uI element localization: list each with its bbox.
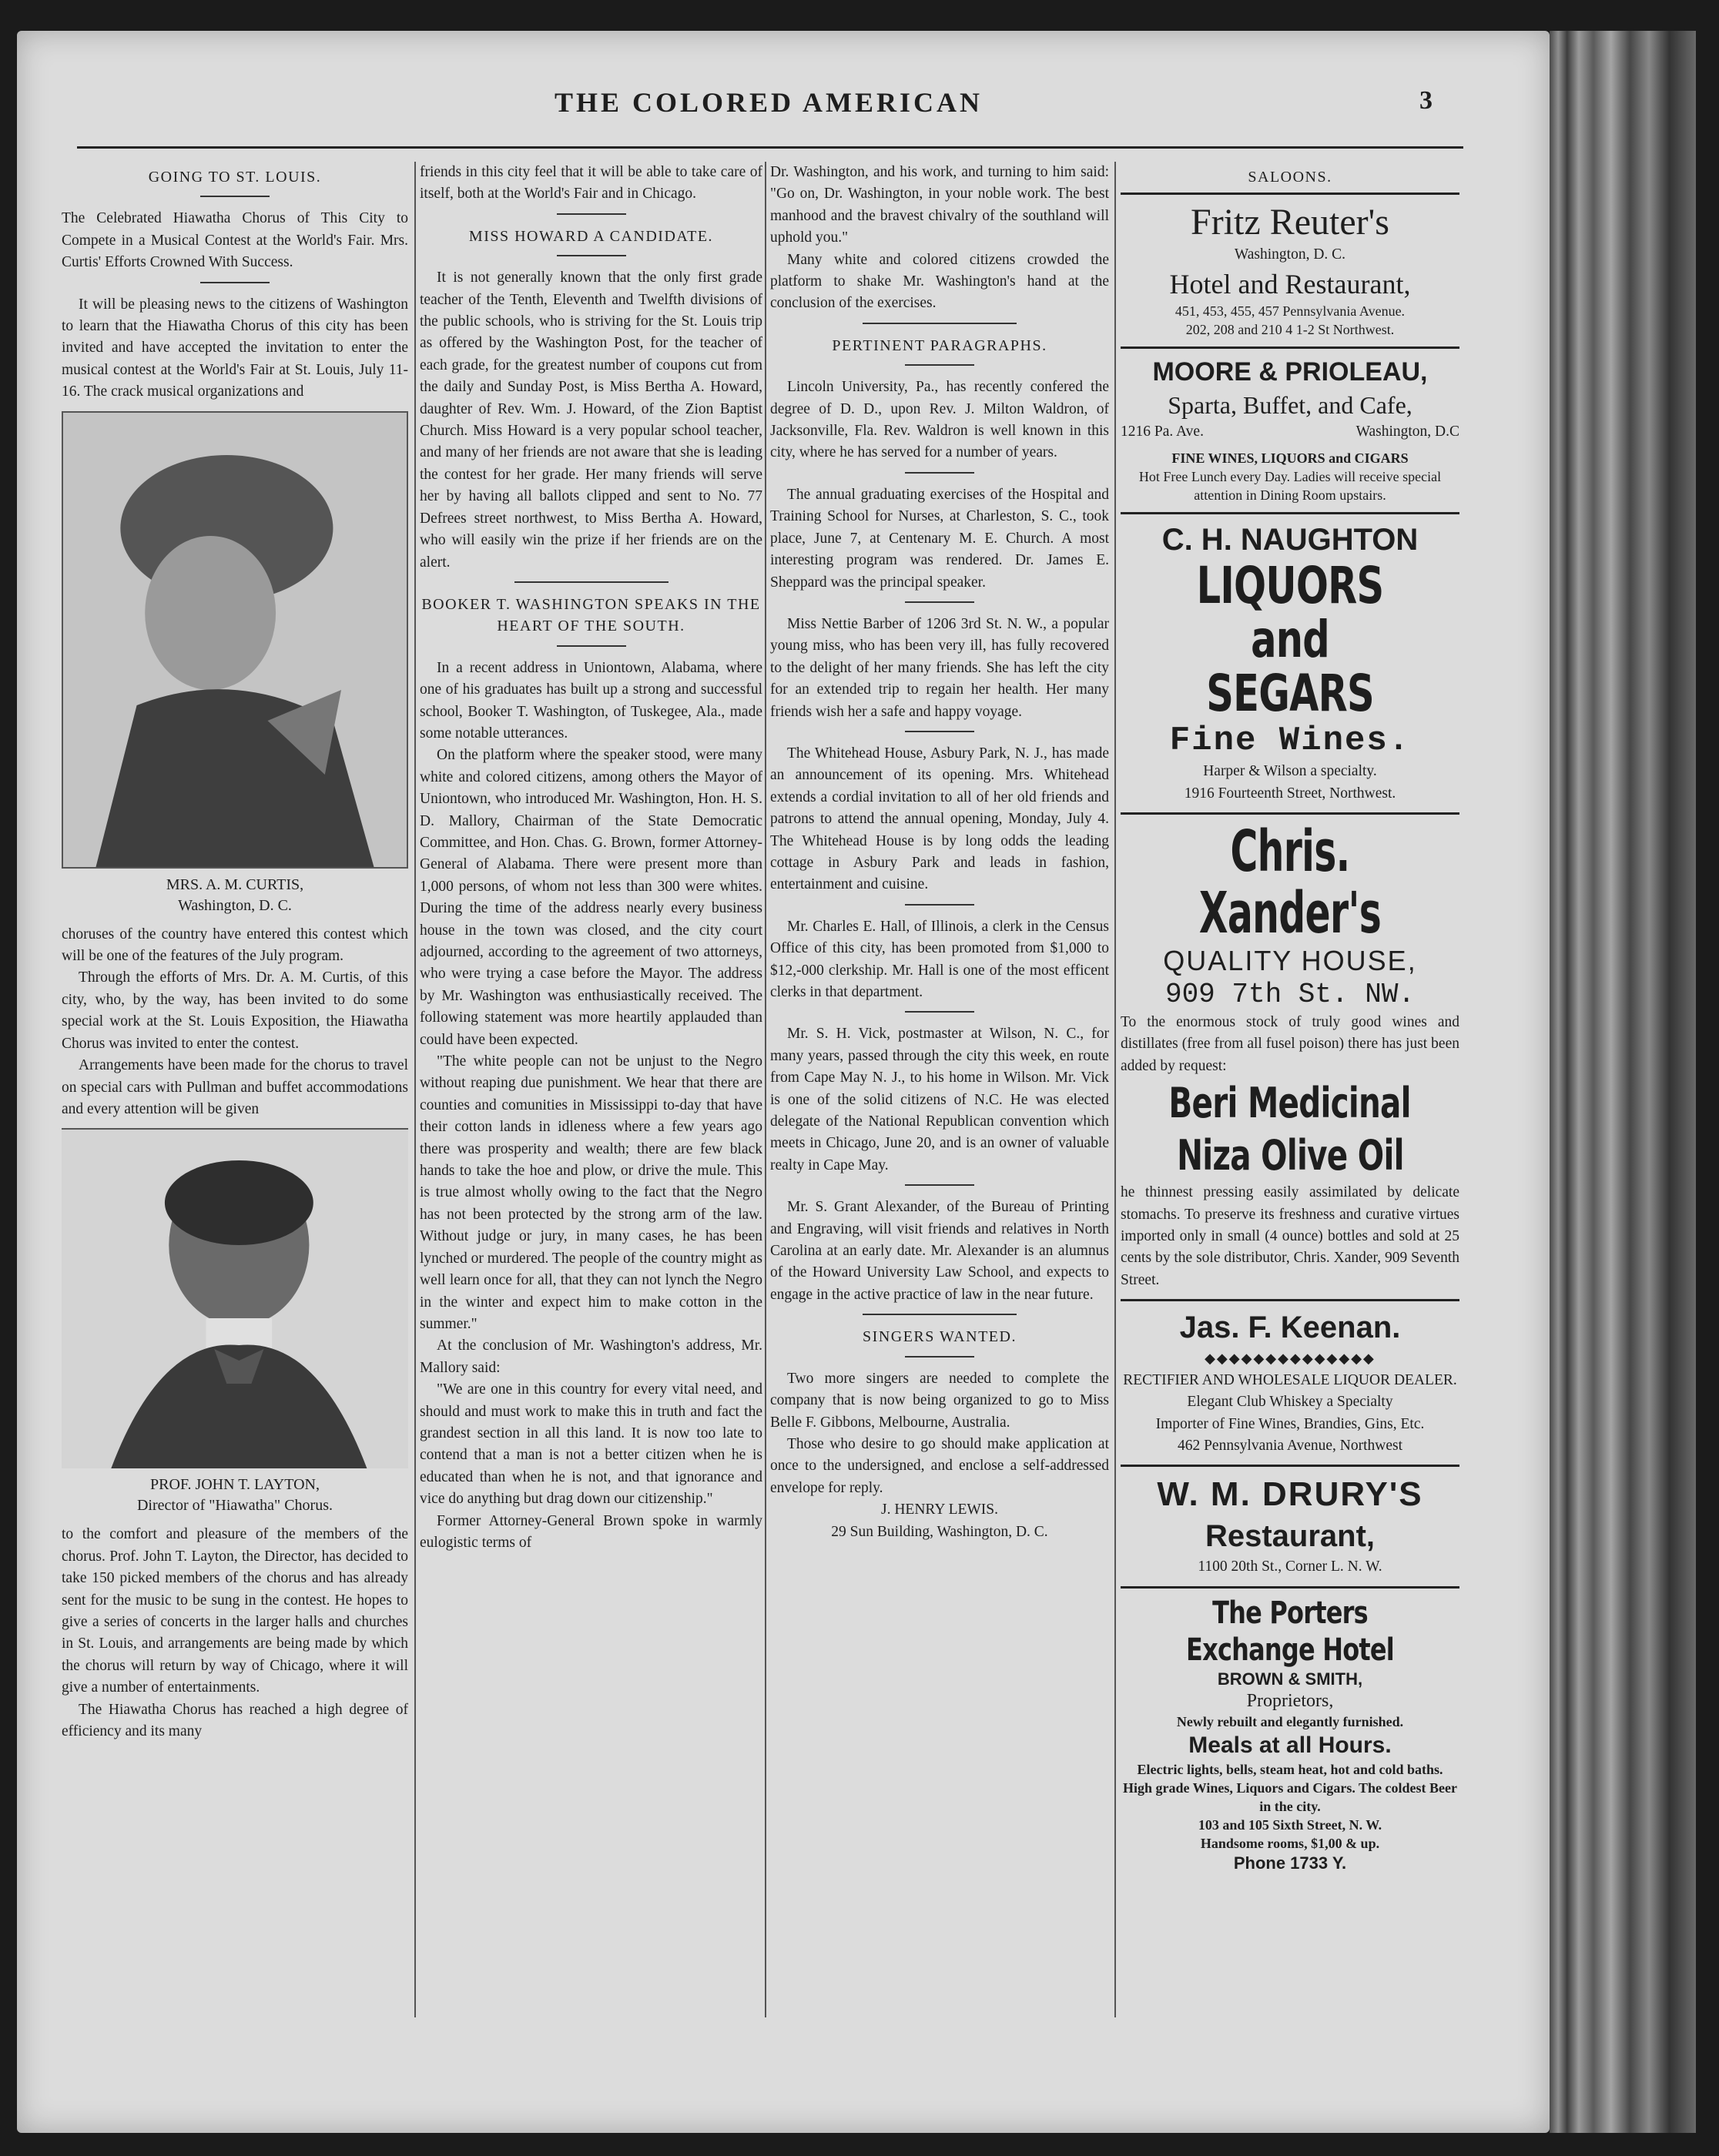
article-headline: GOING TO ST. LOUIS. <box>148 169 322 186</box>
paragraph: The Hiawatha Chorus has reached a high degree of efficiency and its many <box>62 1701 408 1739</box>
paragraph: Mr. Charles E. Hall, of Illinois, a clerk in the Census Office of this city, has been promoted from $1,000 to $12,-000 clerkship. Mr. Hall is one of the most efficent clerks in that department. <box>770 918 1109 1000</box>
separator <box>863 323 1017 324</box>
ad-name: Jas. F. Keenan. <box>1179 1311 1401 1345</box>
paragraph: friends in this city feel that it will be able to take care of itself, both at the World's Fair and in Chicago. <box>420 164 762 203</box>
ad-line: Hot Free Lunch every Day. Ladies will receive special attention in Dining Room upstairs. <box>1138 469 1442 504</box>
separator <box>200 196 270 197</box>
portrait-photo-curtis <box>62 411 408 869</box>
caption-place: Washington, D. C. <box>178 896 292 914</box>
ad-phone: Phone 1733 Y. <box>1233 1853 1347 1873</box>
ad-name: MOORE & PRIOLEAU, <box>1152 357 1428 387</box>
signature-address: 29 Sun Building, Washington, D. C. <box>831 1523 1048 1540</box>
ad-drury <box>1121 1465 1459 1585</box>
separator <box>200 282 270 283</box>
separator <box>863 1314 1017 1315</box>
ad-line: Harper & Wilson a specialty. <box>1203 763 1377 780</box>
paragraph: Two more singers are needed to complete the company that is now being organized to go to Miss Belle F. Gibbons, Melbourne, Australia. <box>770 1370 1109 1431</box>
article-headline: PERTINENT PARAGRAPHS. <box>832 336 1047 354</box>
column-1 <box>62 162 408 1743</box>
ad-moore-prioleau <box>1121 346 1459 512</box>
column-rule <box>414 162 416 2017</box>
paragraph: In a recent address in Uniontown, Alabama, where one of his graduates has built up a strong and successful school, Booker T. Washington, of Tuskegee, Ala., made some notable utterances. <box>420 659 762 742</box>
ad-naughton <box>1121 512 1459 812</box>
ad-type: Sparta, Buffet, and Cafe, <box>1168 390 1412 419</box>
paragraph: Mr. S. H. Vick, postmaster at Wilson, N. C., for many years, passed through the city this week, en route from Cape May N. J., to his home in Wilson. Mr. Vick is one of the solid citizens of N.C. He was elected delegate of the National Republican convention which meets in Chicago, June 20, and is an owner of valuable realty in Cape May. <box>770 1026 1109 1173</box>
ornament-icon: ◆◆◆◆◆◆◆◆◆◆◆◆◆◆ <box>1205 1351 1376 1367</box>
column-rule <box>1114 162 1116 2017</box>
ad-type: Restaurant, <box>1205 1519 1376 1554</box>
ad-role: Proprietors, <box>1246 1691 1334 1712</box>
ad-line: Meals at all Hours. <box>1188 1732 1392 1758</box>
column-rule <box>765 162 766 2017</box>
separator <box>557 213 626 215</box>
paragraph: Many white and colored citizens crowded the platform to shake Mr. Washington's hand at the conclusion of the exercises. <box>770 251 1109 312</box>
ad-name: The Porters Exchange Hotel <box>1186 1595 1394 1668</box>
ad-line: Fine Wines. <box>1169 721 1411 761</box>
paragraph: to the comfort and pleasure of the members of the chorus. Prof. John T. Layton, the Director, has decided to take 150 picked members of the chorus and has already sent for the music to be sung in the contest. He hopes to give a series of concerts in the larger halls and churches in St. Louis, and arrangements are being made by which the chorus will return by way of Chicago, where it will give a number of entertainments. <box>62 1526 408 1696</box>
ad-address: 202, 208 and 210 4 1-2 St Northwest. <box>1185 321 1395 337</box>
paragraph: Former Attorney-General Brown spoke in warmly eulogistic terms of <box>420 1512 762 1551</box>
paragraph: Arrangements have been made for the chorus to travel on special cars with Pullman and buffet accommodations and every attention will be given <box>62 1057 408 1117</box>
ad-line: Newly rebuilt and elegantly furnished. <box>1176 1713 1404 1729</box>
engraving-image <box>62 1130 408 1468</box>
separator <box>905 904 974 906</box>
ad-type: Hotel and Restaurant, <box>1169 268 1411 300</box>
article-headline: SINGERS WANTED. <box>863 1328 1017 1346</box>
article-headline: BOOKER T. WASHINGTON SPEAKS IN THE HEART OF THE SOUTH. <box>421 595 761 635</box>
paragraph: Miss Nettie Barber of 1206 3rd St. N. W., a popular young miss, who has been very ill, has fully recovered to the delight of her many friends. She has left the city for an extended trip to regain her health. Her many friends wish her a safe and happy voyage. <box>770 615 1109 720</box>
paragraph: On the platform where the speaker stood, were many white and colored citizens, among others the Mayor of Uniontown, who introduced Mr. Washington, Hon. H. S. D. Mallory, Chairman of the State Democratic Committee, and Hon. Chas. G. Brown, former Attorney-General of Alabama. There were present more than 1,000 persons, of whom not less than 300 were whites. During the time of the address nearly every business house in the town was closed, and the city court adjourned, according to the agreement of two attorneys, who were trying a case before the Mayor. The address by Mr. Washington was enthusiastically received. The following statement was more heartily applauded than could have been expected. <box>420 747 762 1048</box>
page-number: 3 <box>1419 86 1432 115</box>
separator <box>905 1356 974 1358</box>
section-heading: SALOONS. <box>1248 169 1332 186</box>
ad-city: Washington, D. C. <box>1234 246 1346 263</box>
paragraph: It will be pleasing news to the citizens of Washington to learn that the Hiawatha Chorus of this city has been invited and have accepted the invitation to enter the musical contest at the World's Fair at St. Louis, July 11-16. The crack musical organizations and <box>62 296 408 400</box>
ad-address: 462 Pennsylvania Avenue, Northwest <box>1177 1437 1403 1454</box>
paragraph: It is not generally known that the only first grade teacher of the Tenth, Eleventh and Twelfth divisions of the public schools, who is striving for the St. Louis trip as offered by the Washington Post, for the teacher of each grade, for the greatest number of coupons cut from the daily and Sunday Post, is Miss Bertha A. Howard, daughter of Rev. Wm. J. Howard, of the Zion Baptist Church. Miss Howard is a very popular school teacher, and many of her friends are not aware that she is leading the contest for her grade. Her many friends will serve her by having all ballots clipped and sent to No. 77 Defrees street northwest, to Miss Bertha A. Howard, who will easily win the prize if her friends are on the alert. <box>420 270 762 571</box>
masthead <box>77 69 1463 149</box>
ad-line: Handsome rooms, $1,00 & up. <box>1200 1835 1380 1851</box>
separator <box>557 255 626 256</box>
paragraph: "The white people can not be unjust to the Negro without reaping due punishment. We hear that there are counties and comunities in Mississippi to-day that have their cotton lands in idleness where a few years ago there was prosperity and wealth; there are few black hands to take the hoe and plow, or drive the mule. This is true almost wholly owing to the fact that the Negro has not been protected by the strong arm of the law. Without judge or jury, in many cases, he has been lynched or murdered. The people of the country might as well learn once for all, that they can not lynch the Negro in the winter and expect him to make cotton in the summer." <box>420 1053 762 1332</box>
ad-address: 451, 453, 455, 457 Pennsylvania Avenue. <box>1174 303 1406 319</box>
ad-address: 1916 Fourteenth Street, Northwest. <box>1184 785 1396 802</box>
separator <box>905 472 974 474</box>
paragraph: Through the efforts of Mrs. Dr. A. M. Curtis, of this city, who, by the way, has been invited to do some special work at the St. Louis Exposition, the Hiawatha Chorus was invited to enter the contest. <box>62 969 408 1052</box>
caption-role: Director of "Hiawatha" Chorus. <box>136 1497 333 1515</box>
ad-address: 103 and 105 Sixth Street, N. W. <box>1198 1816 1382 1833</box>
caption-name: MRS. A. M. CURTIS, <box>166 875 304 893</box>
ad-headline: SEGARS <box>1206 664 1374 724</box>
paragraph: Mr. S. Grant Alexander, of the Bureau of Printing and Engraving, will visit friends and relatives in North Carolina at an early date. Mr. Alexander is an alumnus of the Howard University Law School, and expects to engage in the active practice of law in the near future. <box>770 1199 1109 1303</box>
separator <box>905 1011 974 1013</box>
separator <box>557 645 626 647</box>
ad-fritz-reuter <box>1121 192 1459 346</box>
paragraph: "We are one in this country for every vital need, and should and must work to make this in truth and fact the grandest section in all this land. It is now too late to contend that a man is not a better citizen when he is educated than when he is not, and that ignorance and vice do anything but drag down our citizenship." <box>420 1381 762 1508</box>
newspaper-title: THE COLORED AMERICAN <box>555 87 983 118</box>
ad-name: C. H. NAUGHTON <box>1161 523 1419 557</box>
ad-address-row <box>1121 421 1459 443</box>
ad-line: Elegant Club Whiskey a Specialty <box>1187 1394 1393 1411</box>
photo-caption <box>62 875 408 916</box>
ad-product: Beri Medicinal <box>1168 1079 1412 1128</box>
ad-line: QUALITY HOUSE, <box>1163 945 1417 977</box>
paragraph: choruses of the country have entered this contest which will be one of the features of the July program. <box>62 926 408 965</box>
ad-name: Chris. Xander's <box>1198 819 1382 947</box>
caption-name: PROF. JOHN T. LAYTON, <box>150 1476 320 1494</box>
separator <box>905 364 974 366</box>
ad-text: To the enormous stock of truly good wines and distillates (free from all fusel poison) there has just been added by request: <box>1121 1014 1459 1074</box>
book-page-edges <box>1550 31 1696 2133</box>
ad-line: High grade Wines, Liquors and Cigars. The coldest Beer in the city. <box>1122 1779 1458 1814</box>
column-3 <box>770 162 1109 1543</box>
paragraph: At the conclusion of Mr. Washington's address, Mr. Mallory said: <box>420 1337 762 1376</box>
separator <box>514 581 668 583</box>
ad-owner: BROWN & SMITH, <box>1217 1669 1363 1689</box>
portrait-image <box>63 413 407 867</box>
separator <box>905 1184 974 1186</box>
ad-keenan <box>1121 1299 1459 1465</box>
ad-line: Importer of Fine Wines, Brandies, Gins, Etc. <box>1155 1415 1425 1432</box>
photo-caption <box>62 1475 408 1516</box>
separator <box>905 731 974 732</box>
ad-name: W. M. DRURY'S <box>1157 1475 1423 1514</box>
article-headline: MISS HOWARD A CANDIDATE. <box>468 227 714 245</box>
ad-city: Washington, D.C <box>1355 423 1459 440</box>
ad-chris-xander <box>1121 812 1459 1299</box>
paragraph: Those who desire to go should make application at once to the undersigned, and enclose a self-addressed envelope for reply. <box>770 1435 1109 1496</box>
ad-address: 1100 20th St., Corner L. N. W. <box>1198 1558 1382 1575</box>
ad-line: RECTIFIER AND WHOLESALE LIQUOR DEALER. <box>1123 1371 1457 1388</box>
ad-name: Fritz Reuter's <box>1191 202 1389 243</box>
portrait-engraving-layton <box>62 1128 408 1468</box>
separator <box>905 601 974 603</box>
signature-name: J. HENRY LEWIS. <box>880 1502 999 1518</box>
ad-address: 1216 Pa. Ave. <box>1121 423 1204 440</box>
ad-product: Niza Olive Oil <box>1176 1131 1404 1180</box>
column-4-advertisements <box>1121 162 1459 1882</box>
paragraph: Lincoln University, Pa., has recently confered the degree of D. D., upon Rev. J. Milton Waldron, of Jacksonville, Fla. Rev. Waldron is well known in this city, where he has served for a number of years. <box>770 379 1109 461</box>
ad-line: Electric lights, bells, steam heat, hot and cold baths. <box>1137 1761 1443 1777</box>
ad-headline: LIQUORS and <box>1196 556 1384 670</box>
ad-porters-exchange <box>1121 1586 1459 1882</box>
ad-address: 909 7th St. NW. <box>1164 979 1416 1011</box>
paragraph: Dr. Washington, and his work, and turning to him said: "Go on, Dr. Washington, in your noble work. The best manhood and the bravest chivalry of the southland will uphold you." <box>770 164 1109 246</box>
ad-text: he thinnest pressing easily assimilated by delicate stomachs. To preserve its freshness and curative virtues imported only in small (4 ounce) bottles and sold at 25 cents by the sole distributor, Chris. Xander, 909 Seventh Street. <box>1121 1184 1459 1288</box>
column-2 <box>420 162 762 1554</box>
paragraph: The annual graduating exercises of the Hospital and Training School for Nurses, at Charleston, S. C., took place, June 7, at Centenary M. E. Church. A most interesting program was rendered. Dr. James E. Sheppard was the principal speaker. <box>770 486 1109 591</box>
ad-line: FINE WINES, LIQUORS and CIGARS <box>1171 450 1409 467</box>
article-deck: The Celebrated Hiawatha Chorus of This City to Compete in a Musical Contest at the World's Fair. Mrs. Curtis' Efforts Crowned With Success. <box>62 210 408 271</box>
paragraph: The Whitehead House, Asbury Park, N. J., has made an announcement of its opening. Mrs. Whitehead extends a cordial invitation to all of her old friends and patrons to attend the annual opening, Monday, July 4. The Whitehead House is by long odds the leading cottage in Asbury Park and leads in fashion, entertainment and cuisine. <box>770 745 1109 893</box>
